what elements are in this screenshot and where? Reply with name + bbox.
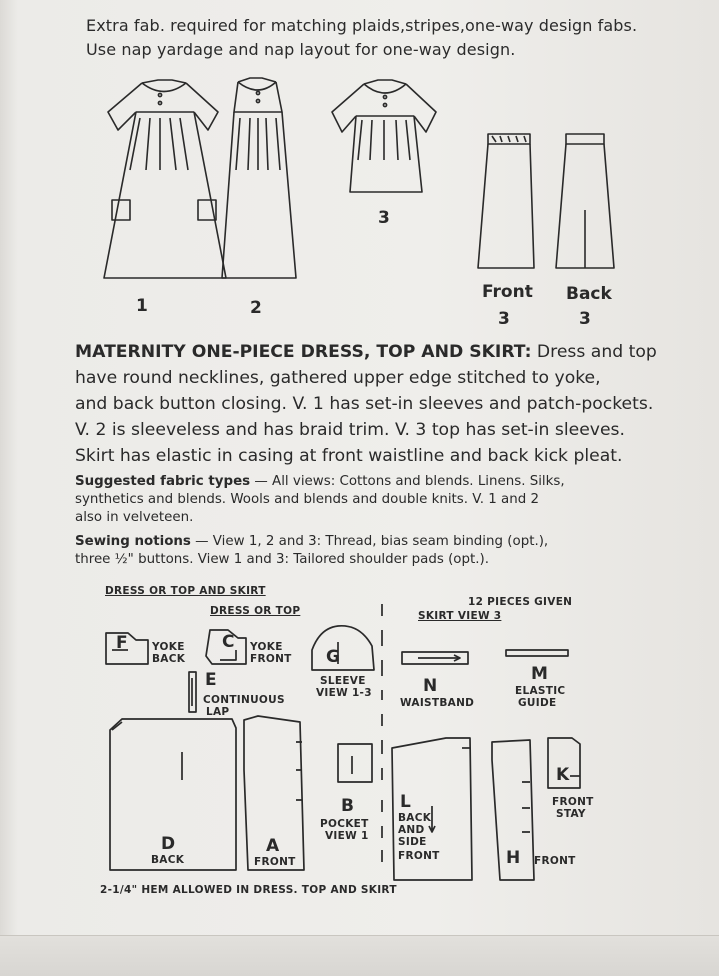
skirt-front-label: Front xyxy=(482,282,533,302)
description-line-1-rest: Dress and top xyxy=(531,342,657,362)
piece-L-label-3: SIDE xyxy=(398,836,427,848)
hem-allowance-note: 2-1/4" HEM ALLOWED IN DRESS. TOP AND SKIRT xyxy=(100,884,397,896)
view-3-number: 3 xyxy=(378,208,390,228)
fabrics-label: Suggested fabric types xyxy=(75,474,251,489)
piece-B-letter: B xyxy=(341,796,354,816)
notions-label: Sewing notions xyxy=(75,534,191,549)
piece-K-letter: K xyxy=(556,765,570,785)
piece-G-label-1: SLEEVE xyxy=(320,675,366,687)
piece-D-label-1: BACK xyxy=(151,854,185,866)
layout-heading-dress-top-skirt: DRESS OR TOP AND SKIRT xyxy=(105,585,266,597)
skirt-back-label: Back xyxy=(566,284,612,304)
piece-G-shape xyxy=(312,626,374,670)
notions-line-2: three ½" buttons. View 1 and 3: Tailored shoulder pads (opt.). xyxy=(75,552,489,567)
layout-heading-dress-top: DRESS OR TOP xyxy=(210,605,301,617)
description-line-2: have round necklines, gathered upper edge stitched to yoke, xyxy=(75,368,601,388)
piece-M-shape xyxy=(506,650,568,656)
piece-N-letter: N xyxy=(423,676,438,696)
piece-L-label-1: BACK xyxy=(398,812,432,824)
view-1-number: 1 xyxy=(136,296,148,316)
description-line-5: Skirt has elastic in casing at front waistline and back kick pleat. xyxy=(75,446,623,466)
piece-M-label-1: ELASTIC xyxy=(515,685,566,697)
piece-G-letter: G xyxy=(326,647,340,667)
piece-L-label-4: FRONT xyxy=(398,850,440,862)
intro-line-1: Extra fab. required for matching plaids,stripes,one-way design fabs. xyxy=(86,16,638,35)
piece-D-letter: D xyxy=(161,834,176,854)
piece-A-label-1: FRONT xyxy=(254,856,296,868)
piece-B-shape xyxy=(338,744,372,782)
notions-line-1-rest: — View 1, 2 and 3: Thread, bias seam binding (opt.), xyxy=(190,534,549,549)
piece-M-letter: M xyxy=(531,664,548,684)
piece-E-label-2: LAP xyxy=(206,706,230,718)
piece-F-label-1: YOKE xyxy=(152,641,185,653)
piece-B-label-2: VIEW 1 xyxy=(325,830,369,842)
piece-C-label-2: FRONT xyxy=(250,653,292,665)
view-2-number: 2 xyxy=(250,298,262,318)
pieces-given-note: 12 PIECES GIVEN xyxy=(468,596,573,608)
piece-B-label-1: POCKET xyxy=(320,818,369,830)
piece-H-label-1: FRONT xyxy=(534,855,576,867)
piece-K-label-1: FRONT xyxy=(552,796,594,808)
skirt-back-number: 3 xyxy=(579,309,591,329)
piece-E-letter: E xyxy=(205,670,217,690)
piece-C-letter: C xyxy=(222,632,235,652)
piece-L-letter: L xyxy=(400,792,411,812)
piece-E-label-1: CONTINUOUS xyxy=(203,694,285,706)
description-line-3: and back button closing. V. 1 has set-in sleeves and patch-pockets. xyxy=(75,394,654,414)
piece-F-label-2: BACK xyxy=(152,653,186,665)
piece-N-label-1: WAISTBAND xyxy=(400,697,475,709)
description-line-4: V. 2 is sleeveless and has braid trim. V. 3 top has set-in sleeves. xyxy=(75,420,625,440)
piece-K-label-2: STAY xyxy=(556,808,586,820)
piece-L-label-2: AND xyxy=(398,824,425,836)
piece-A-letter: A xyxy=(266,836,280,856)
fabrics-line-1-rest: — All views: Cottons and blends. Linens. Silks, xyxy=(250,474,565,489)
piece-G-label-2: VIEW 1-3 xyxy=(316,687,372,699)
fabrics-line-2: synthetics and blends. Wools and blends and double knits. V. 1 and 2 xyxy=(75,492,539,507)
piece-M-label-2: GUIDE xyxy=(518,697,557,709)
description-title: MATERNITY ONE-PIECE DRESS, TOP AND SKIRT: xyxy=(75,342,532,362)
skirt-front-number: 3 xyxy=(498,309,510,329)
fabrics-line-3: also in velveteen. xyxy=(75,510,194,525)
piece-H-letter: H xyxy=(506,848,521,868)
piece-C-label-1: YOKE xyxy=(250,641,283,653)
intro-line-2: Use nap yardage and nap layout for one-way design. xyxy=(86,40,516,59)
layout-heading-skirt-view3: SKIRT VIEW 3 xyxy=(418,610,502,622)
piece-F-letter: F xyxy=(116,633,128,653)
